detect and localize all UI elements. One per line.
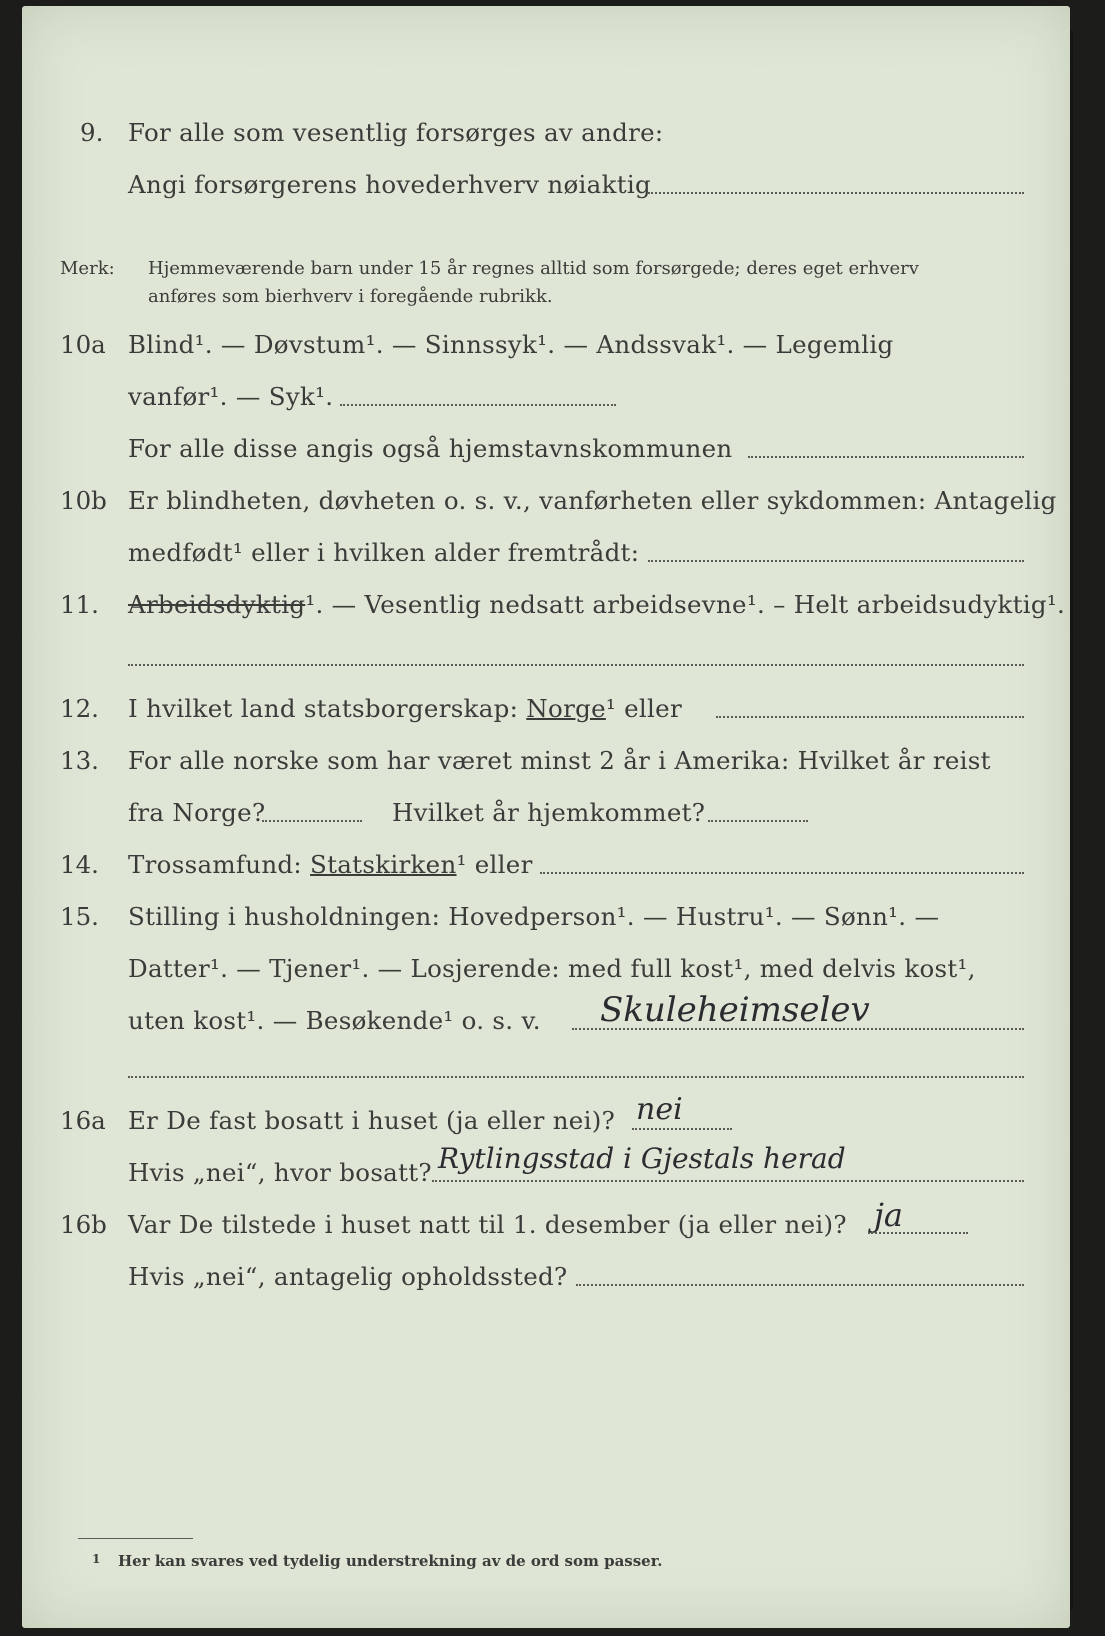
q13-line1: For alle norske som har været minst 2 år i Amerika: Hvilket år reist: [128, 746, 991, 775]
q13-line2b: Hvilket år hjemkommet?: [392, 798, 706, 827]
footnote-rule: [78, 1538, 193, 1539]
q16a-handwritten-answer1: nei: [636, 1092, 683, 1127]
q10a-syk-line[interactable]: [340, 404, 616, 406]
q12-selected-option: Norge: [526, 694, 606, 723]
q14-answer-line[interactable]: [540, 872, 1024, 874]
q15-extra-line[interactable]: [128, 1076, 1024, 1078]
q14-number: 14.: [60, 850, 99, 879]
q10a-kommune-line[interactable]: [748, 456, 1024, 458]
q16b-line1: Var De tilstede i huset natt til 1. desember (ja eller nei)?: [128, 1210, 847, 1239]
q15-number: 15.: [60, 902, 99, 931]
q10a-number: 10a: [60, 330, 106, 359]
q16a-line2: Hvis „nei“, hvor bosatt?: [128, 1158, 432, 1187]
q13-hjemkommet-line[interactable]: [708, 820, 808, 822]
q9-line1: For alle som vesentlig forsørges av andre:: [128, 118, 664, 147]
q10a-line3: For alle disse angis også hjemstavnskommunen: [128, 434, 733, 463]
merk-label: Merk:: [60, 258, 115, 279]
q15-line1: Stilling i husholdningen: Hovedperson¹. — Hustru¹. — Sønn¹. —: [128, 902, 940, 931]
q16a-line1: Er De fast bosatt i huset (ja eller nei)?: [128, 1106, 615, 1135]
q9-answer-line[interactable]: [648, 192, 1024, 194]
q13-line2a: fra Norge?: [128, 798, 266, 827]
q10b-line1: Er blindheten, døvheten o. s. v., vanførheten eller sykdommen: Antagelig: [128, 486, 1057, 515]
q12-answer-line[interactable]: [716, 716, 1024, 718]
q14-prompt: Trossamfund:: [128, 850, 302, 879]
q13-number: 13.: [60, 746, 99, 775]
q14-selected-option: Statskirken: [310, 850, 457, 879]
q14-line: [128, 850, 533, 879]
footnote-text: Her kan svares ved tydelig understrekning av de ord som passer.: [118, 1552, 663, 1570]
q16b-handwritten-answer1: ja: [874, 1196, 903, 1234]
footnote-mark: 1: [92, 1552, 101, 1566]
q9-line2: Angi forsørgerens hovederhverv nøiaktig: [128, 170, 651, 199]
q10b-answer-line[interactable]: [648, 560, 1024, 562]
q16a-answer2-line[interactable]: [432, 1180, 1024, 1182]
q16a-number: 16a: [60, 1106, 106, 1135]
q15-answer-line[interactable]: [572, 1028, 1024, 1030]
q16b-answer2-line[interactable]: [576, 1284, 1024, 1286]
q12-line: [128, 694, 682, 723]
q9-number: 9.: [80, 118, 104, 147]
q10a-line2: vanfør¹. — Syk¹.: [128, 382, 334, 411]
merk-line1: Hjemmeværende barn under 15 år regnes alltid som forsørgede; deres eget erhverv: [148, 258, 919, 279]
q11-line: [128, 590, 1065, 619]
q12-post: ¹ eller: [605, 694, 682, 723]
q15-line3: uten kost¹. — Besøkende¹ o. s. v.: [128, 1006, 541, 1035]
q14-post: ¹ eller: [456, 850, 533, 879]
q12-number: 12.: [60, 694, 99, 723]
q10b-number: 10b: [60, 486, 107, 515]
q12-prompt: I hvilket land statsborgerskap:: [128, 694, 519, 723]
q15-handwritten-answer: Skuleheimselev: [600, 990, 870, 1030]
q10a-line1: Blind¹. — Døvstum¹. — Sinnssyk¹. — Andssvak¹. — Legemlig: [128, 330, 894, 359]
merk-line2: anføres som bierhverv i foregående rubrikk.: [148, 286, 553, 307]
q11-rest: ¹. — Vesentlig nedsatt arbeidsevne¹. – Helt arbeidsudyktig¹.: [305, 590, 1066, 619]
q16a-answer1-line[interactable]: [632, 1128, 732, 1130]
q13-reist-line[interactable]: [262, 820, 362, 822]
q11-struck-option: Arbeidsdyktig: [128, 590, 306, 619]
q16b-answer1-line[interactable]: [868, 1232, 968, 1234]
q16b-line2: Hvis „nei“, antagelig opholdssted?: [128, 1262, 568, 1291]
page-edge: [1070, 30, 1073, 1610]
q16b-number: 16b: [60, 1210, 107, 1239]
q11-number: 11.: [60, 590, 99, 619]
q11-answer-line[interactable]: [128, 664, 1024, 666]
q16a-handwritten-answer2: Rytlingsstad i Gjestals herad: [438, 1142, 846, 1175]
q10b-line2: medfødt¹ eller i hvilken alder fremtrådt:: [128, 538, 640, 567]
q15-line2: Datter¹. — Tjener¹. — Losjerende: med full kost¹, med delvis kost¹,: [128, 954, 976, 983]
